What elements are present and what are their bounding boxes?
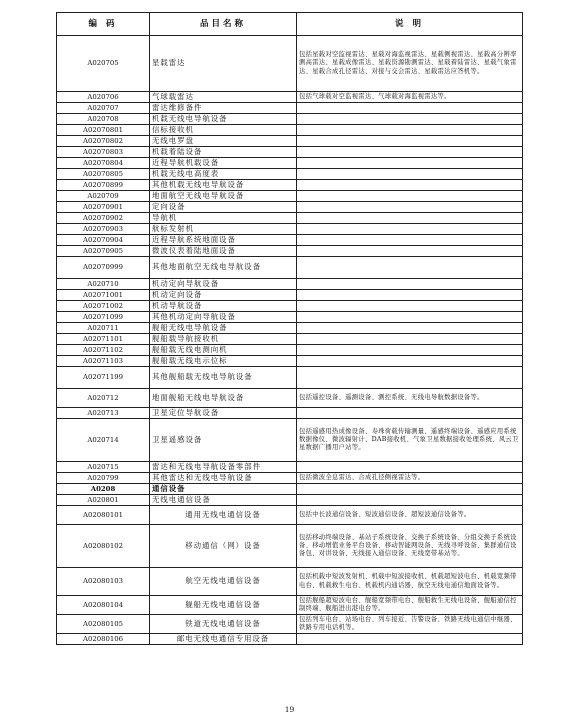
table-row — [57, 169, 523, 180]
item-description — [297, 180, 523, 191]
table-row — [57, 345, 523, 356]
item-name: 其他机动定向导航设备 — [150, 312, 297, 323]
item-name: 舰船无线电导航设备 — [150, 323, 297, 334]
item-name: 舰船载无线电示位标 — [150, 356, 297, 367]
item-description: 包括遥控设备、遥测设备、测控系统、无线电导航数据设备等。 — [297, 389, 523, 408]
item-description — [297, 136, 523, 147]
item-description — [297, 334, 523, 345]
item-name: 近程导航机载设备 — [150, 158, 297, 169]
table-row — [57, 103, 523, 114]
item-description — [297, 301, 523, 312]
item-code: A020708 — [57, 114, 150, 125]
item-name: 其他机载无线电导航设备 — [150, 180, 297, 191]
item-code: A02070803 — [57, 147, 150, 158]
item-code: A020715 — [57, 462, 150, 473]
table-row — [57, 615, 523, 634]
item-description: 包括移动终端设备、基站子系统设备、交换子系统设备、分组交换子系统设备、移动增值业务平台设备、移动智能网设备、无线寻呼设备、集群通信设备包、对讲设备、无线接入通信设备、无线宽带基站等。 — [297, 525, 523, 568]
item-name: 其他舰船载无线电导航设备 — [150, 367, 297, 389]
item-code: A020707 — [57, 103, 150, 114]
item-description — [297, 191, 523, 202]
item-description — [297, 408, 523, 419]
table-row — [57, 312, 523, 323]
item-code: A020799 — [57, 473, 150, 484]
table-body — [57, 36, 523, 645]
item-description — [297, 367, 523, 389]
item-name: 地面航空无线电导航设备 — [150, 191, 297, 202]
item-name: 星载雷达 — [150, 36, 297, 92]
item-name: 舰船无线电通信设备 — [150, 596, 297, 615]
item-description: 包括列车电台、站场电台、列车接近、告警设备、铁路无线电通信中继器、铁路专用电话机等。 — [297, 615, 523, 634]
item-name: 邮电无线电通信专用设备 — [150, 634, 297, 645]
item-name: 机动定向设备 — [150, 290, 297, 301]
item-code: A02071002 — [57, 301, 150, 312]
item-code: A020711 — [57, 323, 150, 334]
item-code: A02080103 — [57, 568, 150, 596]
table-row — [57, 419, 523, 462]
item-name: 信标接收机 — [150, 125, 297, 136]
item-name: 机载无线电导航设备 — [150, 114, 297, 125]
item-description — [297, 213, 523, 224]
item-description: 包括星载对空监视雷达、星载对海监视雷达、星载侧视雷达、星载高分辨率测高雷达、星载成像雷达、星载资源勘测雷达、星载着陆雷达、星载气象雷达、星载合成孔径雷达、对接与交会雷达、星载雷达应答机等。 — [297, 36, 523, 92]
item-description — [297, 345, 523, 356]
table-row — [57, 136, 523, 147]
table-row — [57, 290, 523, 301]
item-description — [297, 257, 523, 279]
table-row — [57, 213, 523, 224]
item-description — [297, 484, 523, 495]
item-description: 包括机载中短波发射机、机载中短波接收机、机载超短波电台、机载宽频带电台、机载救生电台、机载机内通话器、航空无线电通信地面设备等。 — [297, 568, 523, 596]
item-description — [297, 224, 523, 235]
table-row — [57, 462, 523, 473]
table-row — [57, 36, 523, 92]
item-description — [297, 125, 523, 136]
item-code: A020712 — [57, 389, 150, 408]
item-code: A02070899 — [57, 180, 150, 191]
item-description — [297, 114, 523, 125]
table-row — [57, 408, 523, 419]
table-row — [57, 235, 523, 246]
item-name: 无线电罗盘 — [150, 136, 297, 147]
item-name: 其他地面航空无线电导航设备 — [150, 257, 297, 279]
item-code: A02070805 — [57, 169, 150, 180]
table-row — [57, 114, 523, 125]
item-description: 包括舰船超短波电台、舰船宽频带电台、舰船救生无线电设备、舰船通信控制终端、舰船进出港电台等。 — [297, 596, 523, 615]
item-code: A02071001 — [57, 290, 150, 301]
item-description: 包括微波全息雷达、合成孔径侧视雷达等。 — [297, 473, 523, 484]
table-header-row — [57, 13, 523, 36]
item-name: 卫星定位导航设备 — [150, 408, 297, 419]
table-row — [57, 356, 523, 367]
item-code: A02070802 — [57, 136, 150, 147]
item-name: 舰船载导航接收机 — [150, 334, 297, 345]
item-description — [297, 290, 523, 301]
item-description — [297, 279, 523, 290]
item-code: A02080104 — [57, 596, 150, 615]
item-name: 无线电通信设备 — [150, 495, 297, 506]
table-row — [57, 301, 523, 312]
item-description — [297, 312, 523, 323]
item-name: 通信设备 — [150, 484, 297, 495]
table-row — [57, 389, 523, 408]
item-code: A02070902 — [57, 213, 150, 224]
item-code: A020713 — [57, 408, 150, 419]
item-code: A020801 — [57, 495, 150, 506]
table-row — [57, 257, 523, 279]
item-code: A020710 — [57, 279, 150, 290]
item-code: A02070904 — [57, 235, 150, 246]
item-name: 铁道无线电通信设备 — [150, 615, 297, 634]
item-description — [297, 356, 523, 367]
table-row — [57, 224, 523, 235]
item-name: 机载无线电高度表 — [150, 169, 297, 180]
header-desc: 说 明 — [297, 13, 523, 36]
item-name: 移动通信（网）设备 — [150, 525, 297, 568]
item-description — [297, 495, 523, 506]
item-name: 雷达维修备件 — [150, 103, 297, 114]
item-code: A020706 — [57, 92, 150, 103]
item-name: 近程导航系统地面设备 — [150, 235, 297, 246]
item-code: A02080101 — [57, 506, 150, 525]
item-name: 微波仪表着陆地面设备 — [150, 246, 297, 257]
item-code: A02070801 — [57, 125, 150, 136]
item-description: 包括中长波通信设备、短波通信设备、超短波通信设备等。 — [297, 506, 523, 525]
item-code: A02070999 — [57, 257, 150, 279]
item-description — [297, 462, 523, 473]
item-code: A02070901 — [57, 202, 150, 213]
catalog-table — [56, 12, 523, 645]
item-name: 雷达和无线电导航设备零部件 — [150, 462, 297, 473]
table-row — [57, 367, 523, 389]
table-row — [57, 473, 523, 484]
table-row — [57, 191, 523, 202]
table-row — [57, 506, 523, 525]
item-name: 卫星遥感设备 — [150, 419, 297, 462]
table-row — [57, 246, 523, 257]
item-description: 包括遥感用热成像设备、寿珠荷载传输测量、遥感终端设备、遥感应用系统数据像仪、微波辐射计、DAB接收机、气象卫星数据接收处理系统、风云卫星数据广播用户站等。 — [297, 419, 523, 462]
item-description — [297, 158, 523, 169]
item-name: 地面舰船无线电导航设备 — [150, 389, 297, 408]
item-description — [297, 202, 523, 213]
item-name: 舰船载无线电测向机 — [150, 345, 297, 356]
table-row — [57, 323, 523, 334]
item-code: A020709 — [57, 191, 150, 202]
item-description — [297, 246, 523, 257]
table-row — [57, 495, 523, 506]
item-description — [297, 169, 523, 180]
table-row — [57, 596, 523, 615]
item-code: A0208 — [57, 484, 150, 495]
item-code: A02071103 — [57, 356, 150, 367]
table-row — [57, 180, 523, 191]
item-name: 通用无线电通信设备 — [150, 506, 297, 525]
item-name: 机动导航设备 — [150, 301, 297, 312]
item-code: A02070804 — [57, 158, 150, 169]
table-row — [57, 92, 523, 103]
item-code: A02071101 — [57, 334, 150, 345]
item-code: A02071199 — [57, 367, 150, 389]
table-row — [57, 202, 523, 213]
item-name: 其他雷达和无线电导航设备 — [150, 473, 297, 484]
item-description — [297, 235, 523, 246]
item-code: A02080105 — [57, 615, 150, 634]
table-row — [57, 279, 523, 290]
item-name: 航空无线电通信设备 — [150, 568, 297, 596]
table-row — [57, 147, 523, 158]
item-description — [297, 634, 523, 645]
item-code: A02071102 — [57, 345, 150, 356]
header-code: 编 码 — [57, 13, 150, 36]
item-name: 导航机 — [150, 213, 297, 224]
item-code: A02080102 — [57, 525, 150, 568]
item-code: A02080106 — [57, 634, 150, 645]
table-row — [57, 125, 523, 136]
item-name: 机动定向导航设备 — [150, 279, 297, 290]
item-description — [297, 103, 523, 114]
item-code: A02071099 — [57, 312, 150, 323]
table-row — [57, 158, 523, 169]
table-row — [57, 484, 523, 495]
table-row — [57, 634, 523, 645]
item-code: A020705 — [57, 36, 150, 92]
item-code: A02070903 — [57, 224, 150, 235]
page-number: 19 — [284, 705, 295, 714]
item-name: 航标发射机 — [150, 224, 297, 235]
table-row — [57, 334, 523, 345]
item-code: A02070905 — [57, 246, 150, 257]
table-row — [57, 525, 523, 568]
item-code: A020714 — [57, 419, 150, 462]
item-description: 包括气球载对空监视雷达、气球载对海监视雷达等。 — [297, 92, 523, 103]
item-name: 定向设备 — [150, 202, 297, 213]
table-row — [57, 568, 523, 596]
item-description — [297, 323, 523, 334]
item-name: 机载着陆设备 — [150, 147, 297, 158]
header-name: 品目名称 — [150, 13, 297, 36]
item-name: 气球载雷达 — [150, 92, 297, 103]
item-description — [297, 147, 523, 158]
